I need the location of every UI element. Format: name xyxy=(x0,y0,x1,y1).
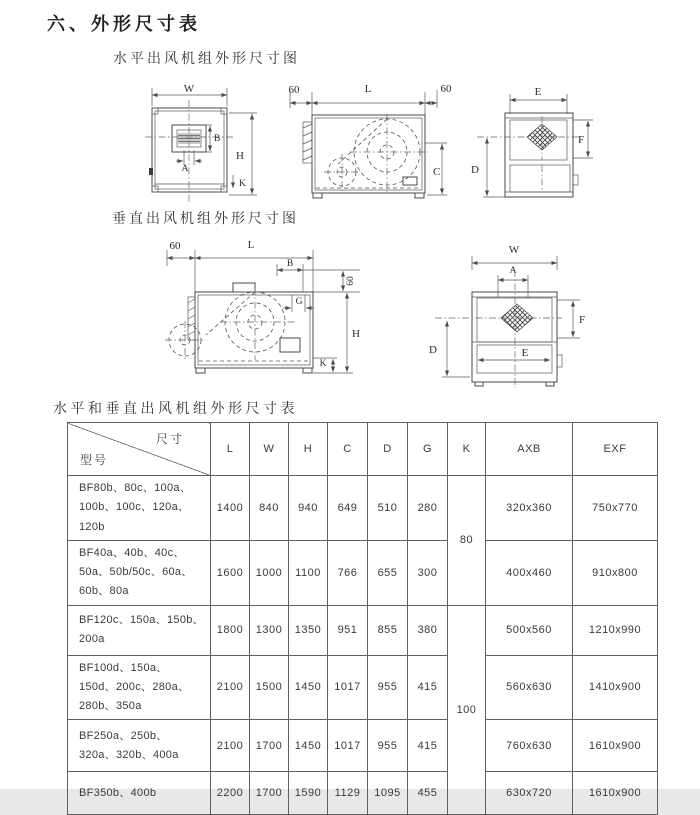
cell-EXF: 1410x900 xyxy=(573,655,658,720)
col-header-W: W xyxy=(250,423,289,476)
col-header-L: L xyxy=(211,423,250,476)
cell-G: 415 xyxy=(408,720,448,772)
cell-G: 455 xyxy=(408,772,448,815)
model-cell: BF80b、80c、100a、100b、100c、120a、120b xyxy=(68,476,211,541)
diagram-vertical-front xyxy=(420,240,630,395)
dim-label-g: G xyxy=(295,297,303,307)
model-cell: BF40a、40b、40c、50a、50b/50c、60a、60b、80a xyxy=(68,540,211,605)
cell-H: 1450 xyxy=(289,655,328,720)
col-header-H: H xyxy=(289,423,328,476)
cell-K-merged: 80 xyxy=(448,476,486,606)
table-title: 水平和垂直出风机组外形尺寸表 xyxy=(53,402,298,417)
cell-W: 1700 xyxy=(250,720,289,772)
cell-D: 855 xyxy=(368,605,408,655)
cell-W: 1000 xyxy=(250,540,289,605)
dim-label-60-right: 60 xyxy=(440,83,452,95)
cell-L: 1400 xyxy=(211,476,250,541)
col-header-G: G xyxy=(408,423,448,476)
cell-H: 1100 xyxy=(289,540,328,605)
model-cell: BF250a、250b、320a、320b、400a xyxy=(68,720,211,772)
col-header-EXF: EXF xyxy=(573,423,658,476)
cell-AXB: 400x460 xyxy=(486,540,573,605)
cell-C: 649 xyxy=(328,476,368,541)
dim-label-60-left: 60 xyxy=(288,84,300,96)
cell-AXB: 630x720 xyxy=(486,772,573,815)
cell-H: 940 xyxy=(289,476,328,541)
dim-label-60-right: 60 xyxy=(346,276,356,286)
table-row xyxy=(68,772,658,815)
dim-label-f: F xyxy=(579,314,586,326)
table-row xyxy=(68,540,658,605)
cell-EXF: 750x770 xyxy=(573,476,658,541)
page-title: 六、外形尺寸表 xyxy=(47,14,201,34)
dim-label-h: H xyxy=(352,328,360,340)
table-row xyxy=(68,605,658,655)
table-row xyxy=(68,655,658,720)
cell-G: 380 xyxy=(408,605,448,655)
cell-C: 951 xyxy=(328,605,368,655)
corner-label-dimension: 尺寸 xyxy=(155,432,184,446)
cell-D: 955 xyxy=(368,720,408,772)
dim-label-a: A xyxy=(181,164,189,174)
model-cell: BF350b、400b xyxy=(68,772,211,815)
header-row xyxy=(68,423,658,476)
dim-label-h: H xyxy=(236,150,244,162)
diagram-horizontal-front xyxy=(140,80,255,210)
cell-C: 1017 xyxy=(328,720,368,772)
dimensions-table xyxy=(67,422,658,815)
dim-label-c: C xyxy=(433,166,441,178)
cell-W: 1700 xyxy=(250,772,289,815)
dim-label-l: L xyxy=(247,239,255,251)
dim-label-k: K xyxy=(319,359,327,369)
corner-label-model: 型号 xyxy=(80,453,109,467)
cell-C: 766 xyxy=(328,540,368,605)
cell-AXB: 760x630 xyxy=(486,720,573,772)
cell-EXF: 1210x990 xyxy=(573,605,658,655)
dim-label-e: E xyxy=(521,347,529,359)
col-header-C: C xyxy=(328,423,368,476)
cell-EXF: 1610x900 xyxy=(573,772,658,815)
dim-label-d: D xyxy=(429,344,437,356)
diagram-horizontal-side xyxy=(280,80,465,210)
cell-L: 2200 xyxy=(211,772,250,815)
cell-L: 1600 xyxy=(211,540,250,605)
cell-AXB: 320x360 xyxy=(486,476,573,541)
cell-D: 955 xyxy=(368,655,408,720)
col-header-K: K xyxy=(448,423,486,476)
dim-label-k: K xyxy=(239,179,246,189)
cell-AXB: 500x560 xyxy=(486,605,573,655)
col-header-AXB: AXB xyxy=(486,423,573,476)
dim-label-b: B xyxy=(214,134,221,144)
cell-W: 1500 xyxy=(250,655,289,720)
cell-AXB: 560x630 xyxy=(486,655,573,720)
dim-label-l: L xyxy=(364,83,372,95)
dim-label-e: E xyxy=(534,86,542,98)
cell-L: 1800 xyxy=(211,605,250,655)
cell-G: 280 xyxy=(408,476,448,541)
cell-K-merged: 100 xyxy=(448,605,486,815)
dim-label-f: F xyxy=(578,134,585,146)
cell-L: 2100 xyxy=(211,720,250,772)
table-row xyxy=(68,476,658,541)
table-row xyxy=(68,720,658,772)
section-title-vertical: 垂直出风机组外形尺寸图 xyxy=(112,212,299,227)
corner-header-cell xyxy=(68,423,211,476)
diagram-vertical-side xyxy=(115,240,365,395)
cell-D: 1095 xyxy=(368,772,408,815)
cell-EXF: 1610x900 xyxy=(573,720,658,772)
diagram-horizontal-rear xyxy=(465,80,615,210)
cell-W: 1300 xyxy=(250,605,289,655)
dim-label-d: D xyxy=(471,164,479,176)
cell-L: 2100 xyxy=(211,655,250,720)
model-cell: BF120c、150a、150b、200a xyxy=(68,605,211,655)
cell-C: 1017 xyxy=(328,655,368,720)
dim-label-w: W xyxy=(508,244,520,256)
cell-EXF: 910x800 xyxy=(573,540,658,605)
cell-W: 840 xyxy=(250,476,289,541)
dim-label-b: B xyxy=(286,259,294,269)
cell-G: 415 xyxy=(408,655,448,720)
dim-label-w: W xyxy=(183,83,195,95)
cell-D: 510 xyxy=(368,476,408,541)
cell-H: 1450 xyxy=(289,720,328,772)
cell-H: 1590 xyxy=(289,772,328,815)
section-title-horizontal: 水平出风机组外形尺寸图 xyxy=(113,52,300,67)
cell-D: 655 xyxy=(368,540,408,605)
model-cell: BF100d、150a、150d、200c、280a、280b、350a xyxy=(68,655,211,720)
cell-H: 1350 xyxy=(289,605,328,655)
cell-C: 1129 xyxy=(328,772,368,815)
col-header-D: D xyxy=(368,423,408,476)
dim-label-a: A xyxy=(509,266,517,276)
cell-G: 300 xyxy=(408,540,448,605)
dim-label-60-left: 60 xyxy=(169,240,181,252)
